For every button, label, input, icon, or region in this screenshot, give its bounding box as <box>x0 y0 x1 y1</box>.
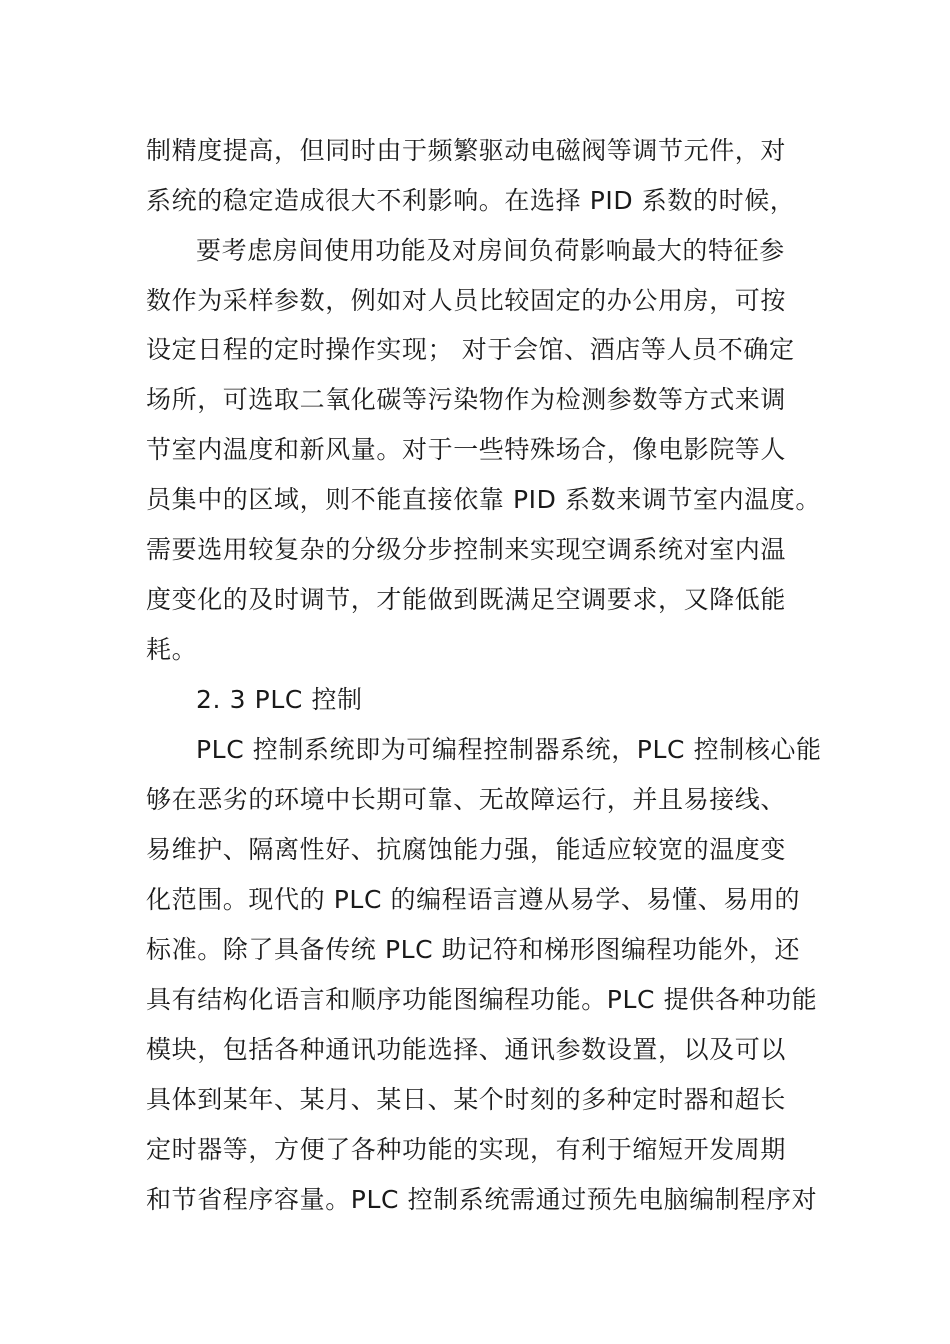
text-line: 度变化的及时调节，才能做到既满足空调要求，又降低能 <box>146 585 787 614</box>
text-line: 场所，可选取二氧化碳等污染物作为检测参数等方式来调 <box>146 385 787 414</box>
text-line: 易维护、隔离性好、抗腐蚀能力强，能适应较宽的温度变 <box>146 835 787 864</box>
text-line: 标准。除了具备传统 PLC 助记符和梯形图编程功能外，还 <box>146 935 801 964</box>
text-line: 设定日程的定时操作实现； 对于会馆、酒店等人员不确定 <box>146 335 795 364</box>
paragraph-first-line: PLC 控制系统即为可编程控制器系统，PLC 控制核心能 <box>196 735 822 764</box>
text-line: 具体到某年、某月、某日、某个时刻的多种定时器和超长 <box>146 1085 787 1114</box>
text-line: 和节省程序容量。PLC 控制系统需通过预先电脑编制程序对 <box>146 1185 818 1214</box>
text-line: 数作为采样参数，例如对人员比较固定的办公用房，可按 <box>146 286 787 315</box>
text-line: 化范围。现代的 PLC 的编程语言遵从易学、易懂、易用的 <box>146 885 801 914</box>
text-line: 模块，包括各种通讯功能选择、通讯参数设置，以及可以 <box>146 1035 787 1064</box>
text-line: 具有结构化语言和顺序功能图编程功能。PLC 提供各种功能 <box>146 985 818 1014</box>
text-line: 系统的稳定造成很大不利影响。在选择 PID 系数的时候， <box>146 186 796 215</box>
text-line: 员集中的区域，则不能直接依靠 PID 系数来调节室内温度。 <box>146 485 821 514</box>
text-line: 节室内温度和新风量。对于一些特殊场合，像电影院等人 <box>146 435 787 464</box>
text-line: 够在恶劣的环境中长期可靠、无故障运行，并且易接线、 <box>146 785 787 814</box>
section-heading: 2. 3 PLC 控制 <box>196 685 363 714</box>
text-line: 耗。 <box>146 635 198 664</box>
text-line: 需要选用较复杂的分级分步控制来实现空调系统对室内温 <box>146 535 787 564</box>
text-line: 制精度提高，但同时由于频繁驱动电磁阀等调节元件，对 <box>146 136 787 165</box>
paragraph-first-line: 要考虑房间使用功能及对房间负荷影响最大的特征参 <box>196 236 785 265</box>
text-line: 定时器等，方便了各种功能的实现，有利于缩短开发周期 <box>146 1135 787 1164</box>
